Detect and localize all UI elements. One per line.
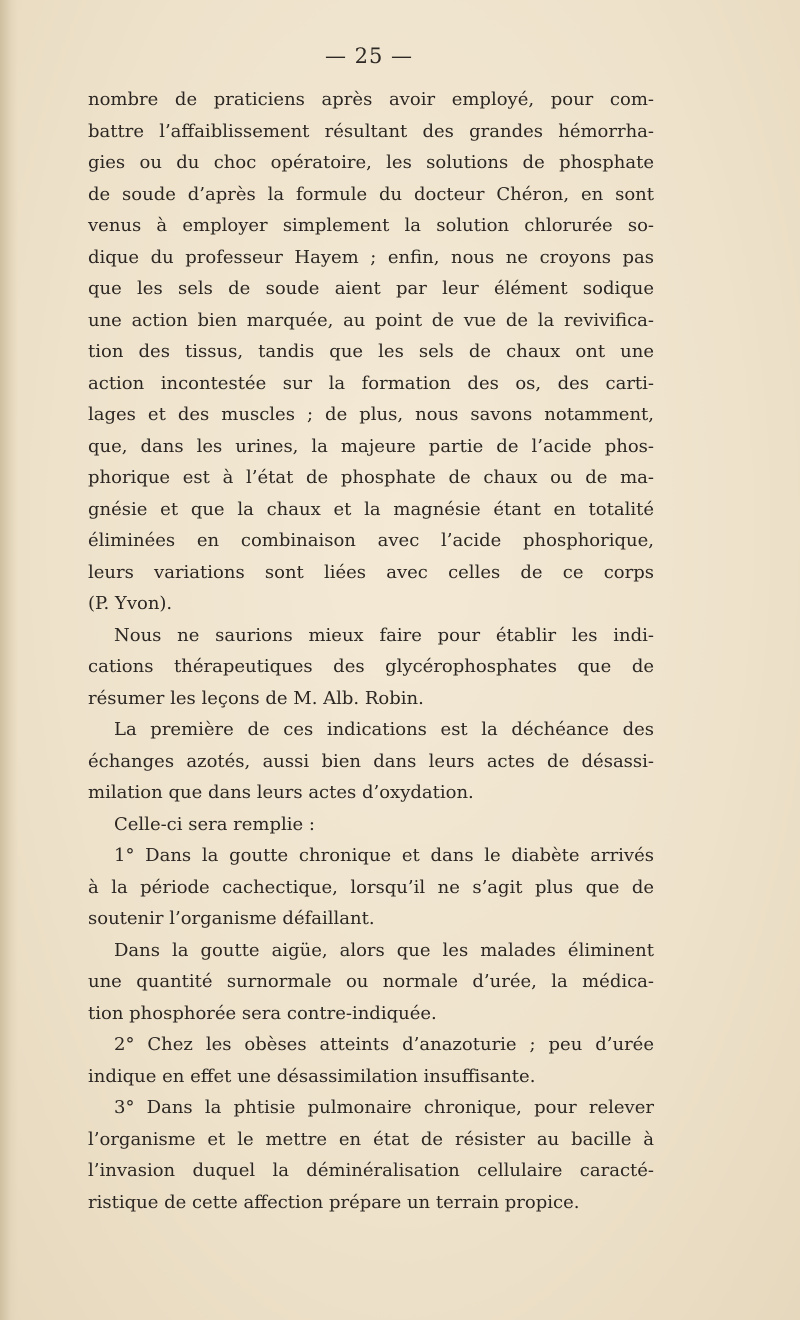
text-line: 3° Dans la phtisie pulmonaire chronique, pour relever [114,1097,654,1118]
text-line: résumer les leçons de M. Alb. Robin. [88,687,424,709]
text-line: nombre de praticiens après avoir employé, pour com- [88,89,654,110]
text-line: échanges azotés, aussi bien dans leurs actes de désassi- [88,750,654,772]
text-line: Celle-ci sera remplie : [114,813,315,835]
text-line: que les sels de soude aient par leur élément sodique [88,278,654,299]
text-line: cations thérapeutiques des glycérophosphates que de [88,656,654,677]
text-line: soutenir l’organisme défaillant. [88,908,375,929]
text-line: phorique est à l’état de phosphate de chaux ou de ma- [88,467,654,488]
text-line: une quantité surnormale ou normale d’urée, la médica- [88,971,654,992]
text-line: 2° Chez les obèses atteints d’anazoturie ; peu d’urée [114,1034,654,1055]
text-line: (P. Yvon). [88,593,173,614]
text-line: à la période cachectique, lorsqu’il ne s’agit plus que de [88,876,654,898]
text-line: ristique de cette affection prépare un terrain propice. [88,1191,580,1213]
text-line: venus à employer simplement la solution chlorurée so- [88,215,654,236]
text-line: tion phosphorée sera contre-indiquée. [88,1002,437,1024]
spine-shadow [0,0,18,1320]
text-line: battre l’affaiblissement résultant des grandes hémorrha- [88,120,654,142]
body-text [88,84,654,1218]
text-line: l’invasion duquel la déminéralisation cellulaire caracté- [88,1160,654,1181]
text-line: Dans la goutte aigüe, alors que les malades éliminent [114,939,654,961]
text-line: leurs variations sont liées avec celles de ce corps [88,561,654,583]
text-line: que, dans les urines, la majeure partie de l’acide phos- [88,435,654,457]
text-line: éliminées en combinaison avec l’acide phosphorique, [88,530,654,551]
text-line: l’organisme et le mettre en état de résister au bacille à [88,1128,654,1150]
text-line: action incontestée sur la formation des os, des carti- [88,372,654,394]
page-number: — 25 — [324,44,414,68]
text-line: une action bien marquée, au point de vue de la revivifica- [88,309,654,331]
text-line: dique du professeur Hayem ; enfin, nous ne croyons pas [88,246,654,268]
text-line: indique en effet une désassimilation insuffisante. [88,1065,536,1087]
text-line: gnésie et que la chaux et la magnésie étant en totalité [88,498,654,520]
text-line: 1° Dans la goutte chronique et dans le diabète arrivés [114,845,654,866]
text-line: Nous ne saurions mieux faire pour établir les indi- [114,624,654,646]
text-line: milation que dans leurs actes d’oxydation. [88,782,474,803]
text-line: lages et des muscles ; de plus, nous savons notamment, [88,404,654,425]
text-line: de soude d’après la formule du docteur Chéron, en sont [88,183,654,205]
text-line: gies ou du choc opératoire, les solutions de phosphate [88,152,654,173]
text-line: tion des tissus, tandis que les sels de chaux ont une [88,341,654,362]
text-line: La première de ces indications est la déchéance des [114,719,654,740]
